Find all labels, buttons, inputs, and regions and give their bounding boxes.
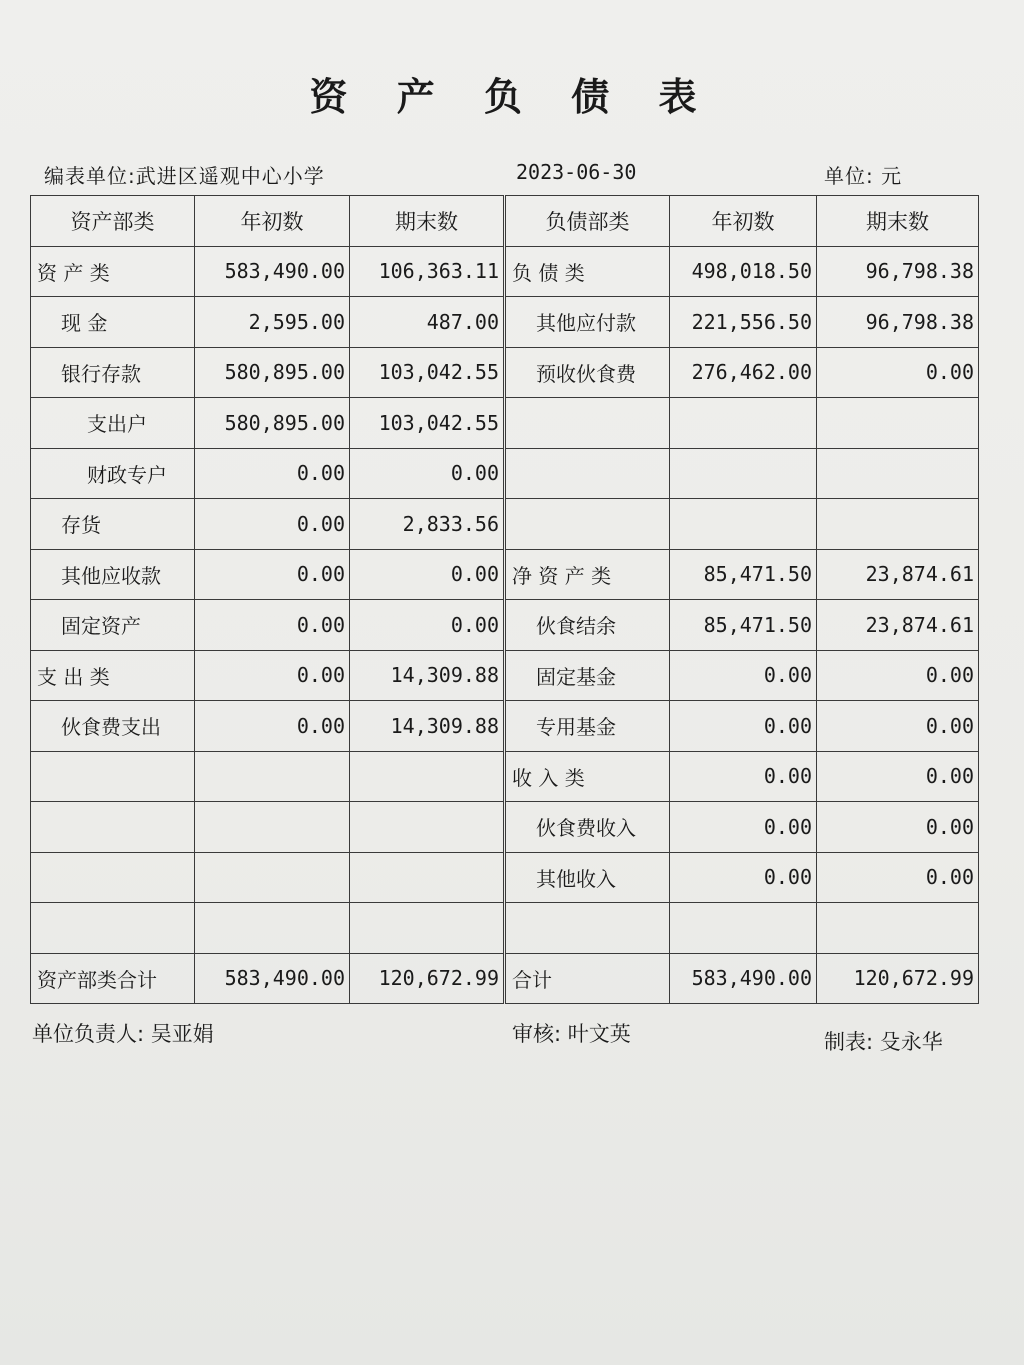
asset-category-cell: 资 产 类 xyxy=(31,246,195,297)
table-row xyxy=(31,701,979,752)
unit-head-signature: 单位负责人: 吴亚娟 xyxy=(32,1022,214,1046)
table-header-row xyxy=(31,196,979,247)
liability-closing-cell xyxy=(817,903,979,954)
asset-closing-cell: 0.00 xyxy=(350,448,505,499)
asset-opening-cell: 0.00 xyxy=(195,650,350,701)
liability-category-cell: 合计 xyxy=(505,953,670,1004)
asset-closing-cell: 120,672.99 xyxy=(350,953,505,1004)
column-header: 资产部类 xyxy=(31,196,195,247)
asset-closing-cell: 14,309.88 xyxy=(350,701,505,752)
table-row xyxy=(31,347,979,398)
asset-closing-cell: 14,309.88 xyxy=(350,650,505,701)
liability-closing-cell: 0.00 xyxy=(817,347,979,398)
liability-category-cell: 负 债 类 xyxy=(505,246,670,297)
table-row xyxy=(31,802,979,853)
balance-sheet-table xyxy=(30,195,979,1004)
liability-closing-cell: 0.00 xyxy=(817,650,979,701)
column-header: 负债部类 xyxy=(505,196,670,247)
liability-category-cell: 其他收入 xyxy=(505,852,670,903)
liability-category-cell: 固定基金 xyxy=(505,650,670,701)
asset-category-cell xyxy=(31,852,195,903)
asset-category-cell: 资产部类合计 xyxy=(31,953,195,1004)
liability-opening-cell: 0.00 xyxy=(670,650,817,701)
asset-opening-cell xyxy=(195,802,350,853)
liability-opening-cell: 583,490.00 xyxy=(670,953,817,1004)
asset-closing-cell: 0.00 xyxy=(350,549,505,600)
asset-closing-cell xyxy=(350,802,505,853)
asset-opening-cell: 0.00 xyxy=(195,549,350,600)
asset-opening-cell xyxy=(195,903,350,954)
reporting-unit: 编表单位:武进区遥观中心小学 xyxy=(44,164,325,188)
liability-opening-cell: 0.00 xyxy=(670,751,817,802)
liability-opening-cell xyxy=(670,398,817,449)
asset-category-cell xyxy=(31,903,195,954)
asset-closing-cell: 103,042.55 xyxy=(350,398,505,449)
asset-opening-cell: 580,895.00 xyxy=(195,347,350,398)
asset-category-cell: 现 金 xyxy=(31,297,195,348)
preparer-signature: 制表: 殳永华 xyxy=(824,1030,943,1054)
asset-category-cell: 支 出 类 xyxy=(31,650,195,701)
asset-opening-cell xyxy=(195,852,350,903)
liability-category-cell: 收 入 类 xyxy=(505,751,670,802)
liability-closing-cell: 0.00 xyxy=(817,701,979,752)
asset-category-cell: 支出户 xyxy=(31,398,195,449)
asset-opening-cell: 583,490.00 xyxy=(195,953,350,1004)
liability-closing-cell: 96,798.38 xyxy=(817,297,979,348)
table-row xyxy=(31,448,979,499)
liability-closing-cell xyxy=(817,448,979,499)
asset-opening-cell: 580,895.00 xyxy=(195,398,350,449)
liability-opening-cell xyxy=(670,499,817,550)
column-header: 年初数 xyxy=(195,196,350,247)
report-date: 2023-06-30 xyxy=(516,160,637,184)
asset-closing-cell xyxy=(350,903,505,954)
liability-closing-cell: 120,672.99 xyxy=(817,953,979,1004)
asset-closing-cell xyxy=(350,751,505,802)
asset-opening-cell: 2,595.00 xyxy=(195,297,350,348)
liability-category-cell xyxy=(505,448,670,499)
liability-category-cell xyxy=(505,499,670,550)
liability-closing-cell: 23,874.61 xyxy=(817,600,979,651)
liability-category-cell xyxy=(505,398,670,449)
asset-category-cell: 其他应收款 xyxy=(31,549,195,600)
asset-closing-cell: 103,042.55 xyxy=(350,347,505,398)
asset-opening-cell: 0.00 xyxy=(195,499,350,550)
table-row xyxy=(31,297,979,348)
asset-opening-cell: 0.00 xyxy=(195,701,350,752)
liability-closing-cell: 0.00 xyxy=(817,852,979,903)
asset-category-cell: 银行存款 xyxy=(31,347,195,398)
asset-category-cell: 伙食费支出 xyxy=(31,701,195,752)
liability-category-cell: 预收伙食费 xyxy=(505,347,670,398)
liability-category-cell: 净 资 产 类 xyxy=(505,549,670,600)
asset-opening-cell xyxy=(195,751,350,802)
table-row xyxy=(31,751,979,802)
auditor-signature: 审核: 叶文英 xyxy=(512,1022,631,1046)
table-row xyxy=(31,600,979,651)
asset-category-cell xyxy=(31,802,195,853)
liability-category-cell: 专用基金 xyxy=(505,701,670,752)
table-row xyxy=(31,852,979,903)
liability-opening-cell: 0.00 xyxy=(670,701,817,752)
liability-closing-cell: 0.00 xyxy=(817,802,979,853)
asset-opening-cell: 583,490.00 xyxy=(195,246,350,297)
liability-category-cell: 其他应付款 xyxy=(505,297,670,348)
liability-closing-cell xyxy=(817,398,979,449)
asset-opening-cell: 0.00 xyxy=(195,448,350,499)
asset-closing-cell: 106,363.11 xyxy=(350,246,505,297)
asset-category-cell xyxy=(31,751,195,802)
asset-closing-cell: 0.00 xyxy=(350,600,505,651)
liability-opening-cell: 85,471.50 xyxy=(670,549,817,600)
table-row xyxy=(31,903,979,954)
asset-category-cell: 固定资产 xyxy=(31,600,195,651)
table-row xyxy=(31,549,979,600)
liability-opening-cell xyxy=(670,903,817,954)
liability-opening-cell: 0.00 xyxy=(670,852,817,903)
asset-category-cell: 存货 xyxy=(31,499,195,550)
asset-closing-cell: 2,833.56 xyxy=(350,499,505,550)
liability-closing-cell: 96,798.38 xyxy=(817,246,979,297)
page-title: 资 产 负 债 表 xyxy=(309,74,715,119)
liability-closing-cell: 23,874.61 xyxy=(817,549,979,600)
asset-opening-cell: 0.00 xyxy=(195,600,350,651)
asset-closing-cell xyxy=(350,852,505,903)
table-row xyxy=(31,953,979,1004)
liability-opening-cell: 85,471.50 xyxy=(670,600,817,651)
column-header: 年初数 xyxy=(670,196,817,247)
liability-opening-cell: 0.00 xyxy=(670,802,817,853)
column-header: 期末数 xyxy=(817,196,979,247)
table-row xyxy=(31,398,979,449)
liability-closing-cell: 0.00 xyxy=(817,751,979,802)
column-header: 期末数 xyxy=(350,196,505,247)
liability-opening-cell: 498,018.50 xyxy=(670,246,817,297)
liability-category-cell: 伙食结余 xyxy=(505,600,670,651)
table-row xyxy=(31,499,979,550)
liability-category-cell: 伙食费收入 xyxy=(505,802,670,853)
table-row xyxy=(31,246,979,297)
liability-opening-cell: 221,556.50 xyxy=(670,297,817,348)
table-row xyxy=(31,650,979,701)
liability-opening-cell: 276,462.00 xyxy=(670,347,817,398)
asset-category-cell: 财政专户 xyxy=(31,448,195,499)
liability-opening-cell xyxy=(670,448,817,499)
asset-closing-cell: 487.00 xyxy=(350,297,505,348)
liability-closing-cell xyxy=(817,499,979,550)
currency-unit: 单位: 元 xyxy=(824,164,903,188)
liability-category-cell xyxy=(505,903,670,954)
